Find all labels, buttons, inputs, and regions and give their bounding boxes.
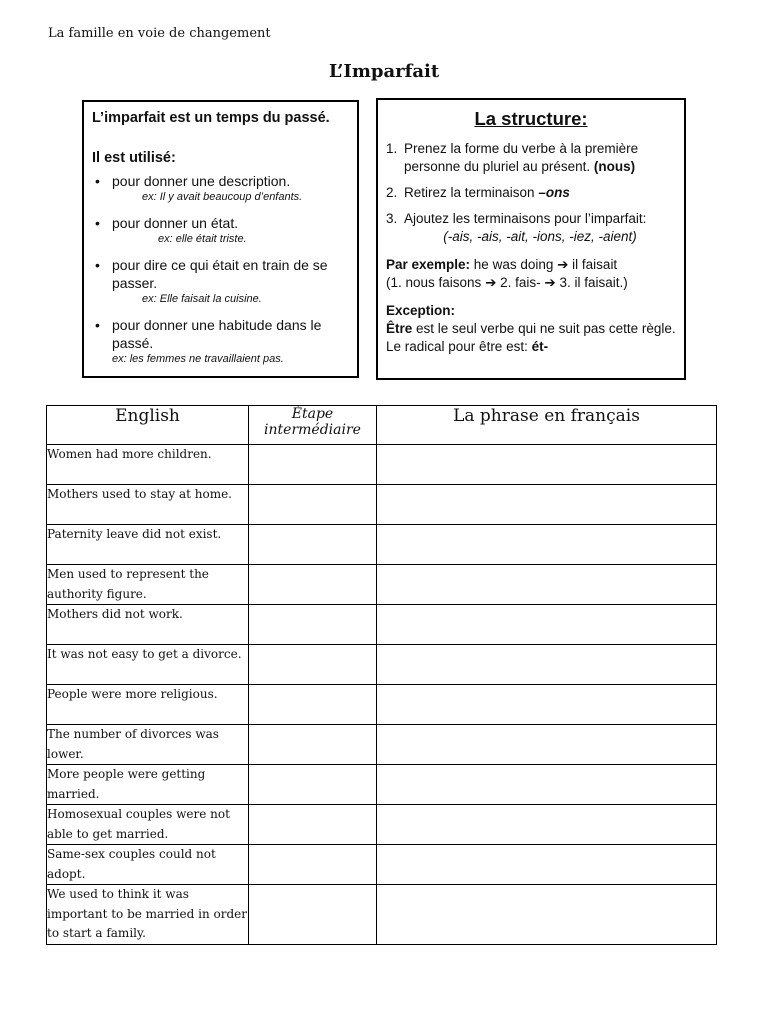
usage-box	[82, 100, 359, 378]
example-result: il faisait	[568, 257, 618, 272]
usage-heading: L’imparfait est un temps du passé.	[92, 110, 330, 126]
intermediate-cell[interactable]	[249, 445, 377, 485]
example-line	[386, 256, 676, 274]
translation-table	[46, 405, 717, 945]
english-cell: We used to think it was important to be married in order to start a family.	[47, 885, 249, 945]
table-row	[47, 565, 717, 605]
english-cell: Same-sex couples could not adopt.	[47, 845, 249, 885]
step-text: Prenez la forme du verbe à la première personne du pluriel au présent.	[404, 141, 639, 174]
arrow-right-icon: ➔	[485, 275, 497, 290]
table-row	[47, 685, 717, 725]
column-header-english: English	[47, 406, 249, 445]
table-header-row	[47, 406, 717, 445]
column-header-french: La phrase en français	[377, 406, 717, 445]
intermediate-cell[interactable]	[249, 605, 377, 645]
french-cell[interactable]	[377, 805, 717, 845]
usage-item-example: ex: les femmes ne travaillaient pas.	[112, 353, 284, 365]
french-cell[interactable]	[377, 565, 717, 605]
table-row	[47, 885, 717, 945]
example-text: he was doing	[470, 257, 558, 272]
column-header-intermediate: Étape intermédiaire	[249, 406, 377, 445]
french-cell[interactable]	[377, 845, 717, 885]
usage-item-text: pour donner une description.	[112, 173, 291, 189]
english-cell: The number of divorces was lower.	[47, 725, 249, 765]
usage-item	[92, 172, 349, 204]
structure-step-1	[386, 140, 676, 176]
step-bold: (nous)	[593, 159, 636, 174]
bullet-icon: •	[95, 173, 100, 189]
french-cell[interactable]	[377, 645, 717, 685]
english-cell: More people were getting married.	[47, 765, 249, 805]
bullet-icon: •	[95, 215, 100, 231]
exception-text	[386, 320, 676, 356]
french-cell[interactable]	[377, 445, 717, 485]
english-cell: It was not easy to get a divorce.	[47, 645, 249, 685]
bullet-icon: •	[95, 317, 100, 333]
intermediate-cell[interactable]	[249, 525, 377, 565]
english-cell: Homosexual couples were not able to get married.	[47, 805, 249, 845]
structure-heading: La structure:	[474, 108, 588, 129]
step-bold: –ons	[538, 185, 570, 200]
english-cell: Women had more children.	[47, 445, 249, 485]
page-header: La famille en voie de changement	[48, 26, 271, 41]
english-cell: Paternity leave did not exist.	[47, 525, 249, 565]
intermediate-cell[interactable]	[249, 885, 377, 945]
example-label: Par exemple:	[386, 257, 471, 272]
usage-item	[92, 256, 349, 306]
step-number: 3.	[386, 211, 398, 226]
table-row	[47, 845, 717, 885]
french-cell[interactable]	[377, 885, 717, 945]
structure-step-2	[386, 184, 676, 202]
intermediate-cell[interactable]	[249, 685, 377, 725]
table-row	[47, 765, 717, 805]
structure-step-3	[386, 210, 676, 246]
exception-label-text: Exception:	[386, 303, 456, 318]
usage-item-example: ex: elle était triste.	[158, 233, 247, 245]
step-text: Ajoutez les terminaisons pour l’imparfait:	[404, 211, 647, 226]
intermediate-cell[interactable]	[249, 725, 377, 765]
french-cell[interactable]	[377, 485, 717, 525]
english-cell: Men used to represent the authority figure.	[47, 565, 249, 605]
step-endings: (-ais, -ais, -ait, -ions, -iez, -aient)	[443, 229, 637, 244]
english-cell: Mothers used to stay at home.	[47, 485, 249, 525]
arrow-right-icon: ➔	[557, 257, 569, 272]
table-row	[47, 645, 717, 685]
exception-end: ét-	[531, 339, 549, 354]
arrow-right-icon: ➔	[544, 275, 556, 290]
table-row	[47, 725, 717, 765]
usage-item-text: pour donner une habitude dans le passé.	[112, 317, 322, 351]
table-body	[47, 445, 717, 945]
table-row	[47, 445, 717, 485]
intermediate-cell[interactable]	[249, 765, 377, 805]
page-title: L’Imparfait	[328, 61, 440, 82]
french-cell[interactable]	[377, 525, 717, 565]
usage-subheading: Il est utilisé:	[92, 150, 176, 166]
usage-item-text: pour dire ce qui était en train de se passer.	[112, 257, 328, 291]
intermediate-cell[interactable]	[249, 805, 377, 845]
example-step: (1. nous faisons	[386, 275, 486, 290]
french-cell[interactable]	[377, 605, 717, 645]
table-row	[47, 805, 717, 845]
intermediate-cell[interactable]	[249, 645, 377, 685]
english-cell: Mothers did not work.	[47, 605, 249, 645]
step-text: Retirez la terminaison	[404, 185, 539, 200]
usage-item-text: pour donner un état.	[112, 215, 239, 231]
usage-item	[92, 316, 349, 366]
usage-item-example: ex: Il y avait beaucoup d’enfants.	[142, 191, 303, 203]
english-cell: People were more religious.	[47, 685, 249, 725]
structure-box	[376, 98, 686, 380]
intermediate-cell[interactable]	[249, 485, 377, 525]
french-cell[interactable]	[377, 685, 717, 725]
table-row	[47, 605, 717, 645]
example-step: 3. il faisait.)	[555, 275, 628, 290]
step-number: 1.	[386, 141, 398, 156]
example-steps-line	[386, 274, 676, 292]
exception-bold: Être	[386, 321, 413, 336]
example-step: 2. fais-	[496, 275, 545, 290]
table-row	[47, 525, 717, 565]
french-cell[interactable]	[377, 765, 717, 805]
usage-item-example: ex: Elle faisait la cuisine.	[142, 293, 262, 305]
french-cell[interactable]	[377, 725, 717, 765]
exception-body: est le seul verbe qui ne suit pas cette règle. Le radical pour être est:	[386, 321, 676, 354]
usage-item	[92, 214, 349, 246]
bullet-icon: •	[95, 257, 100, 273]
table-row	[47, 485, 717, 525]
intermediate-cell[interactable]	[249, 845, 377, 885]
step-number: 2.	[386, 185, 398, 200]
exception-label	[386, 302, 676, 320]
intermediate-cell[interactable]	[249, 565, 377, 605]
